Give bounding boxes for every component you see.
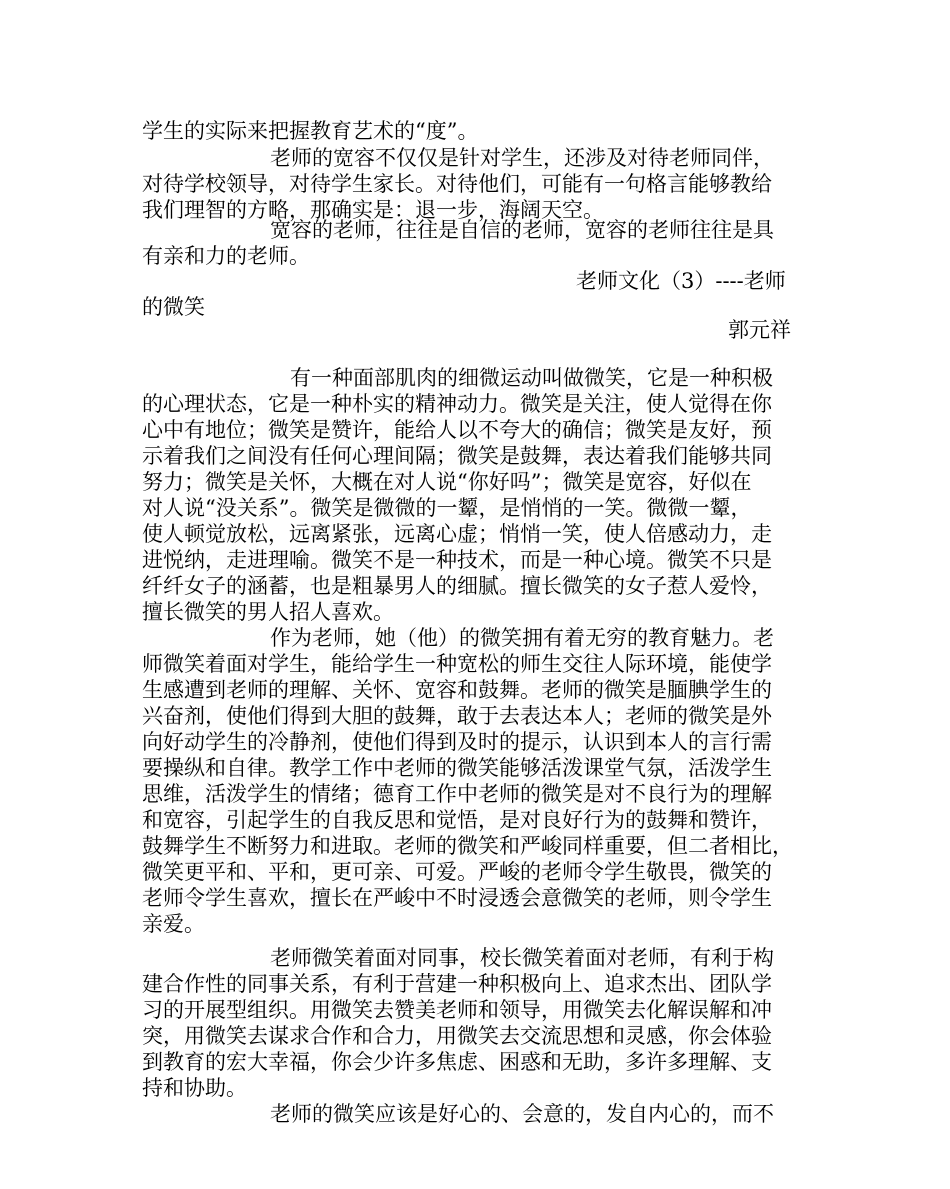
text-line: 的心理状态，它是一种朴实的精神动力。微笑是关注，使人觉得在你 [142,392,772,416]
text-line: 到教育的宏大幸福，你会少许多焦虑、困惑和无助，多许多理解、支 [142,1050,772,1074]
text-line: 建合作性的同事关系，有利于营建一种积极向上、追求杰出、团队学 [142,972,772,996]
text-line: 要操纵和自律。教学工作中老师的微笑能够活泼课堂气氛，活泼学生 [142,756,772,780]
text-line: 师微笑着面对学生，能给学生一种宽松的师生交往人际环境，能使学 [142,652,772,676]
text-line: 对人说“没关系”。微笑是微微的一颦，是悄悄的一笑。微微一颦， [142,496,752,520]
section-title-continuation: 的微笑 [142,295,205,319]
text-line: 老师微笑着面对同事，校长微笑着面对老师，有利于构 [270,946,774,970]
text-line: 和宽容，引起学生的自我反思和觉悟，是对良好行为的鼓舞和赞许， [142,808,772,832]
text-line: 努力；微笑是关怀，大概在对人说“你好吗”；微笑是宽容，好似在 [142,470,752,494]
text-line: 使人顿觉放松，远离紧张，远离心虚；悄悄一笑，使人倍感动力，走 [142,522,772,546]
text-line: 亲爱。 [142,912,205,936]
text-line: 向好动学生的冷静剂，使他们得到及时的提示，认识到本人的言行需 [142,730,772,754]
text-line: 微笑更平和、平和，更可亲、可爱。严峻的老师令学生敬畏，微笑的 [142,860,772,884]
text-line: 习的开展型组织。用微笑去赞美老师和领导，用微笑去化解误解和冲 [142,998,772,1022]
text-line: 老师的微笑应该是好心的、会意的，发自内心的，而不 [270,1102,774,1126]
text-line: 擅长微笑的男人招人喜欢。 [142,600,394,624]
text-line: 持和协助。 [142,1076,247,1100]
text-line: 兴奋剂，使他们得到大胆的鼓舞，敢于去表达本人；老师的微笑是外 [142,704,772,728]
text-line: 鼓舞学生不断努力和进取。老师的微笑和严峻同样重要，但二者相比， [142,834,793,858]
text-line: 作为老师，她（他）的微笑拥有着无穷的教育魅力。老 [270,626,774,650]
text-line: 突，用微笑去谋求合作和合力，用微笑去交流思想和灵感，你会体验 [142,1024,772,1048]
text-line: 学生的实际来把握教育艺术的“度”。 [142,119,479,143]
text-line: 心中有地位；微笑是赞许，能给人以不夸大的确信；微笑是友好，预 [142,418,772,442]
author-name: 郭元祥 [728,318,791,342]
text-line: 思维，活泼学生的情绪；德育工作中老师的微笑是对不良行为的理解 [142,782,772,806]
text-line: 纤纤女子的涵蓄，也是粗暴男人的细腻。擅长微笑的女子惹人爱怜， [142,574,772,598]
text-line: 有一种面部肌肉的细微运动叫做微笑，它是一种积极 [290,366,773,390]
text-line: 老师的宽容不仅仅是针对学生，还涉及对待老师同伴， [270,146,774,170]
text-line: 对待学校领导，对待学生家长。对待他们，可能有一句格言能够教给 [142,172,772,196]
text-line: 进悦纳，走进理喻。微笑不是一种技术，而是一种心境。微笑不只是 [142,548,772,572]
text-line: 老师令学生喜欢，擅长在严峻中不时浸透会意微笑的老师，则令学生 [142,886,772,910]
text-line: 示着我们之间没有任何心理间隔；微笑是鼓舞，表达着我们能够共同 [142,444,772,468]
section-title: 老师文化（3）----老师 [576,269,786,293]
text-line: 我们理智的方略，那确实是：退一步，海阔天空。 [142,198,604,222]
text-line: 宽容的老师，往往是自信的老师，宽容的老师往往是具 [270,218,774,242]
text-line: 有亲和力的老师。 [142,244,310,268]
text-line: 生感遭到老师的理解、关怀、宽容和鼓舞。老师的微笑是腼腆学生的 [142,678,772,702]
